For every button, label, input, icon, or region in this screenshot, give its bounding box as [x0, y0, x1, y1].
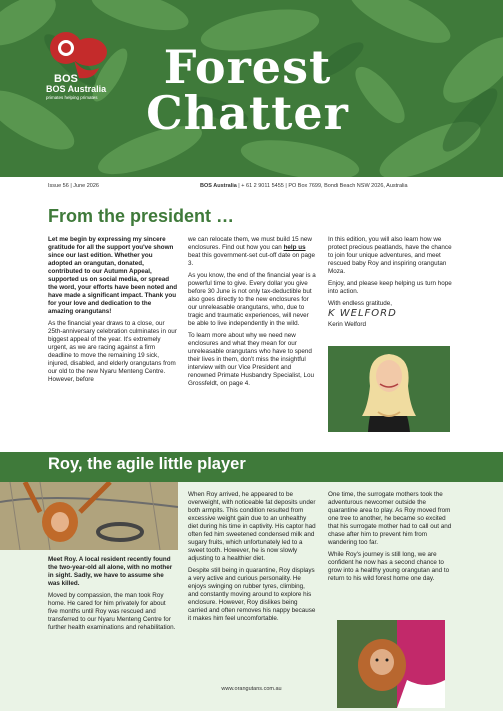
president-closing: With endless gratitude,	[328, 300, 393, 307]
roy-para-2: Moved by compassion, the man took Roy home. He cared for him privately for about five months until Roy was rescued and transferred to our Nyaru Menteng Centre for further health examinations and rehabilitation.	[48, 592, 176, 631]
roy-swinging-photo	[0, 482, 178, 550]
president-heading: From the president …	[48, 206, 235, 226]
president-para-4: As you know, the end of the financial year is a powerful time to give. Every dollar you give before 30 June is not only tax-deductible but also goes directly to the new enclosures for our unreleasable orangutans, who, due to tragic and traumatic experiences, will never be able to live independently in the wild.	[188, 272, 316, 327]
svg-text:BOS: BOS	[54, 73, 78, 85]
help-us-link[interactable]: help us	[283, 244, 306, 251]
newsletter-title	[135, 40, 360, 140]
bos-logo	[44, 30, 114, 85]
info-bar	[0, 177, 503, 201]
president-column-2	[188, 236, 316, 392]
president-intro: Let me begin by expressing my sincere gratitude for all the support you've shown since our last edition. Whether you adopted an orangutan, donated, contributed to our Autumn Appeal, supported us on social media, or spread the word, your efforts have been noted and have made a significant impact. Thank you for your love and dedication to the amazing orangutans!	[48, 236, 178, 315]
roy-para-4: Despite still being in quarantine, Roy displays a very active and curious personality. He enjoys swinging on rubber tyres, climbing, and constantly moving around to explore his enclosure. However, Roy dislikes being carried and often removes his nappy because it makes him feel uncomfortable.	[188, 567, 316, 622]
title-line-1: Forest	[163, 40, 332, 94]
roy-column-1	[48, 556, 176, 636]
president-portrait	[328, 346, 450, 432]
president-para-3	[188, 236, 316, 268]
president-para-2: As the financial year draws to a close, our 25th-anniversary celebration culminates in our biggest appeal of the year. It's extremely urgent, as we are racing against a firm deadline to move the remaining 19 sick, injured, disabled, and elderly orangutans from our old to the new Nyaru Menteng Centre. However, before	[48, 320, 177, 383]
footer-url[interactable]: www.orangutans.com.au	[221, 686, 282, 692]
roy-para-5: One time, the surrogate mothers took the adventurous newcomer outside the quarantine area to play. As Roy moved from one tree to another, he became so excited that his surrogate mother had to call out and chase after him to prevent him from wandering too far.	[328, 491, 452, 546]
president-column-1	[48, 236, 178, 388]
roy-column-2	[188, 491, 316, 627]
roy-intro: Meet Roy. A local resident recently found the two-year-old all alone, with no mother in sight. Sadly, we have to assume she was killed.	[48, 556, 173, 587]
org-tagline: primates helping primates	[46, 95, 98, 100]
president-para-7: Enjoy, and please keep helping us turn hope into action.	[328, 280, 452, 295]
president-para-5: To learn more about why we need new enclosures and what they mean for our unreleasable orangutans who have to spend their lives in them, don't miss the insightful interview with our Vice President and renowned Primate Husbandry Specialist, Lou Grossfeldt, on page 4.	[188, 332, 315, 387]
roy-para-6: While Roy's journey is still long, we are confident he now has a second chance to grow into a healthy young orangutan and to return to his wild forest home one day.	[328, 551, 450, 582]
roy-heading: Roy, the agile little player	[48, 455, 246, 473]
masthead	[0, 0, 503, 177]
title-line-2: Chatter	[146, 86, 349, 140]
contact-line	[200, 183, 408, 189]
contact-details: | + 61 2 9011 5455 | PO Box 7699, Bondi Beach NSW 2026, Australia	[236, 183, 408, 189]
signer-name: Kerin Welford	[328, 321, 367, 328]
roy-para-3: When Roy arrived, he appeared to be overweight, with noticeable fat deposits under both armpits. This condition resulted from excessive weight gain due to an unhealthy diet during his time in captivity. His captor had often fed him sweetened condensed milk and sugary fruits, which unfortunately led to a sweet tooth. However, he is now slowly adjusting to a healthier diet.	[188, 491, 316, 562]
org-name: BOS Australia	[46, 84, 107, 94]
text-run: beat this government-set cut-off date on page 3.	[188, 252, 315, 267]
president-column-3	[328, 236, 456, 333]
roy-column-3	[328, 491, 456, 587]
issue-label: Issue 56 | June 2026	[48, 183, 99, 189]
signature: K WELFORD	[328, 308, 397, 319]
roy-carried-photo	[337, 620, 445, 708]
president-para-6: In this edition, you will also learn how we protect precious peatlands, have the chance to join four unique adventures, and meet rescued baby Roy and inspiring orangutan Moza.	[328, 236, 452, 275]
contact-org: BOS Australia	[200, 183, 237, 189]
text-run: we can relocate them, we must build 15 new enclosures. Find out how you can	[188, 236, 312, 251]
